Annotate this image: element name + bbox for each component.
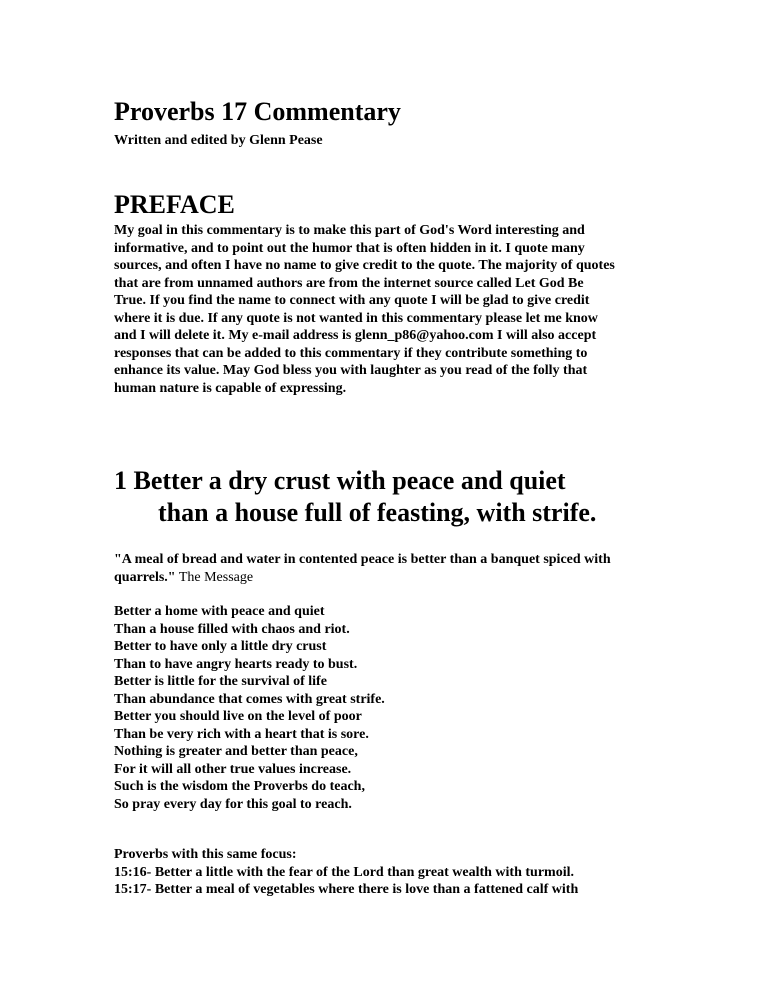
preface-line: that are from unnamed authors are from the internet source called Let God Be — [114, 275, 584, 291]
poem-line: For it will all other true values increase. — [114, 761, 352, 777]
poem-line: Than a house filled with chaos and riot. — [114, 621, 350, 637]
related-proverbs — [114, 846, 578, 899]
preface-line: responses that can be added to this commentary if they contribute something to — [114, 345, 588, 361]
verse-heading — [114, 465, 596, 529]
poem-line: Better you should live on the level of poor — [114, 709, 362, 724]
preface-heading: PREFACE — [114, 190, 235, 219]
poem-line: Than be very rich with a heart that is sore. — [114, 726, 369, 742]
preface-line: and I will delete it. My e-mail address is glenn_p86@yahoo.com I will also accept — [114, 328, 597, 343]
document-title: Proverbs 17 Commentary — [114, 97, 401, 126]
document-author: Written and edited by Glenn Pease — [114, 133, 323, 148]
quote-line-2 — [114, 569, 611, 587]
preface-line: sources, and often I have no name to give credit to the quote. The majority of quotes — [114, 258, 615, 273]
related-proverbs-heading: Proverbs with this same focus: — [114, 847, 297, 862]
related-proverb-line: 15:16- Better a little with the fear of the Lord than great wealth with turmoil. — [114, 864, 574, 880]
poem-line: Than to have angry hearts ready to bust. — [114, 656, 358, 672]
preface-line: My goal in this commentary is to make this part of God's Word interesting and — [114, 223, 585, 238]
preface-paragraph — [114, 222, 615, 397]
poem-line: Such is the wisdom the Proverbs do teach, — [114, 779, 365, 794]
poem-line: Better to have only a little dry crust — [114, 639, 327, 654]
poem — [114, 603, 385, 813]
quote-line-1: "A meal of bread and water in contented peace is better than a banquet spiced with — [114, 552, 611, 567]
poem-line: Better is little for the survival of life — [114, 674, 327, 689]
preface-line: where it is due. If any quote is not wanted in this commentary please let me know — [114, 310, 598, 326]
quote-source: The Message — [175, 569, 254, 585]
verse-line-2: than a house full of feasting, with strife. — [158, 498, 597, 527]
poem-line: So pray every day for this goal to reach. — [114, 796, 352, 812]
poem-line: Than abundance that comes with great strife. — [114, 691, 385, 707]
poem-line: Better a home with peace and quiet — [114, 604, 325, 619]
related-proverb-line: 15:17- Better a meal of vegetables where there is love than a fattened calf with — [114, 882, 579, 897]
poem-line: Nothing is greater and better than peace, — [114, 744, 358, 759]
verse-line-1: 1 Better a dry crust with peace and quiet — [114, 466, 566, 495]
message-quote — [114, 551, 611, 586]
preface-line: enhance its value. May God bless you with laughter as you read of the folly that — [114, 363, 588, 378]
preface-line: informative, and to point out the humor that is often hidden in it. I quote many — [114, 240, 585, 256]
quote-text: quarrels." — [114, 569, 176, 585]
preface-line: True. If you find the name to connect with any quote I will be glad to give credit — [114, 293, 590, 308]
preface-line: human nature is capable of expressing. — [114, 380, 347, 396]
